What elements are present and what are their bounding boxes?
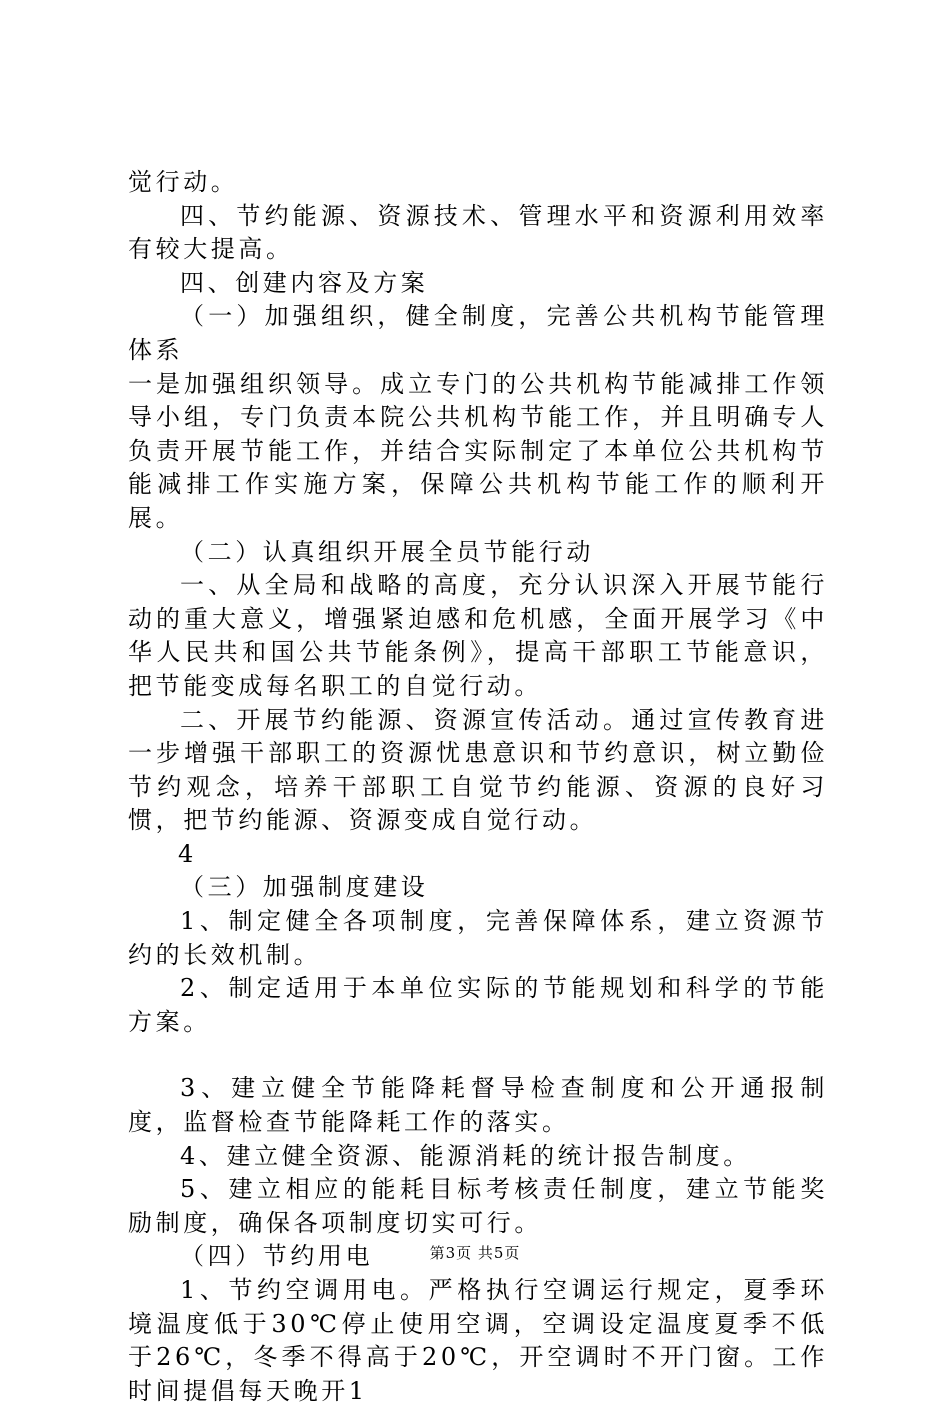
document-body [128, 166, 828, 1408]
subsection-heading-two: （二）认真组织开展全员节能行动 [180, 537, 594, 566]
paragraph-continuation: 觉行动。 [128, 168, 239, 196]
paragraph-rule-four: 4、建立健全资源、能源消耗的统计报告制度。 [180, 1141, 751, 1170]
blank-line [128, 1039, 828, 1072]
paragraph-electricity-one: 1、节约空调用电。严格执行空调运行规定，夏季环境温度低于30℃停止使用空调，空调设定温度夏季不低于26℃，冬季不得高于20℃，开空调时不开门窗。工作时间提倡每天晚开1 [128, 1276, 828, 1405]
page-footer: 第3页 共5页 [429, 1244, 521, 1262]
subsection-heading-four: （四）节约用电 [180, 1242, 374, 1271]
inline-page-number: 4 [178, 839, 194, 868]
paragraph-organization: 一是加强组织领导。成立专门的公共机构节能减排工作领导小组，专门负责本院公共机构节能工作，并且明确专人负责开展节能工作，并结合实际制定了本单位公共机构节能减排工作实施方案，保障公共机构节能工作的顺利开展。 [128, 369, 828, 532]
paragraph-goal-four: 四、节约能源、资源技术、管理水平和资源利用效率有较大提高。 [128, 201, 828, 264]
subsection-heading-three: （三）加强制度建设 [180, 873, 429, 902]
paragraph-rule-one: 1、制定健全各项制度，完善保障体系，建立资源节约的长效机制。 [128, 907, 828, 969]
subsection-heading-one: （一）加强组织，健全制度，完善公共机构节能管理体系 [128, 302, 828, 364]
section-heading-content-plan: 四、创建内容及方案 [180, 268, 429, 297]
paragraph-rule-three: 3、建立健全节能降耗督导检查制度和公开通报制度，监督检查节能降耗工作的落实。 [128, 1074, 828, 1137]
paragraph-item-one: 一、从全局和战略的高度，充分认识深入开展节能行动的重大意义，增强紧迫感和危机感，全面开展学习《中华人民共和国公共节能条例》，提高干部职工节能意识，把节能变成每名职工的自觉行动。 [128, 571, 828, 700]
paragraph-item-two: 二、开展节约能源、资源宣传活动。通过宣传教育进一步增强干部职工的资源忧患意识和节约意识，树立勤俭节约观念，培养干部职工自觉节约能源、资源的良好习惯，把节约能源、资源变成自觉行动。 [128, 705, 828, 835]
paragraph-rule-two: 2、制定适用于本单位实际的节能规划和科学的节能方案。 [128, 974, 828, 1036]
paragraph-rule-five: 5、建立相应的能耗目标考核责任制度，建立节能奖励制度，确保各项制度切实可行。 [128, 1175, 828, 1237]
